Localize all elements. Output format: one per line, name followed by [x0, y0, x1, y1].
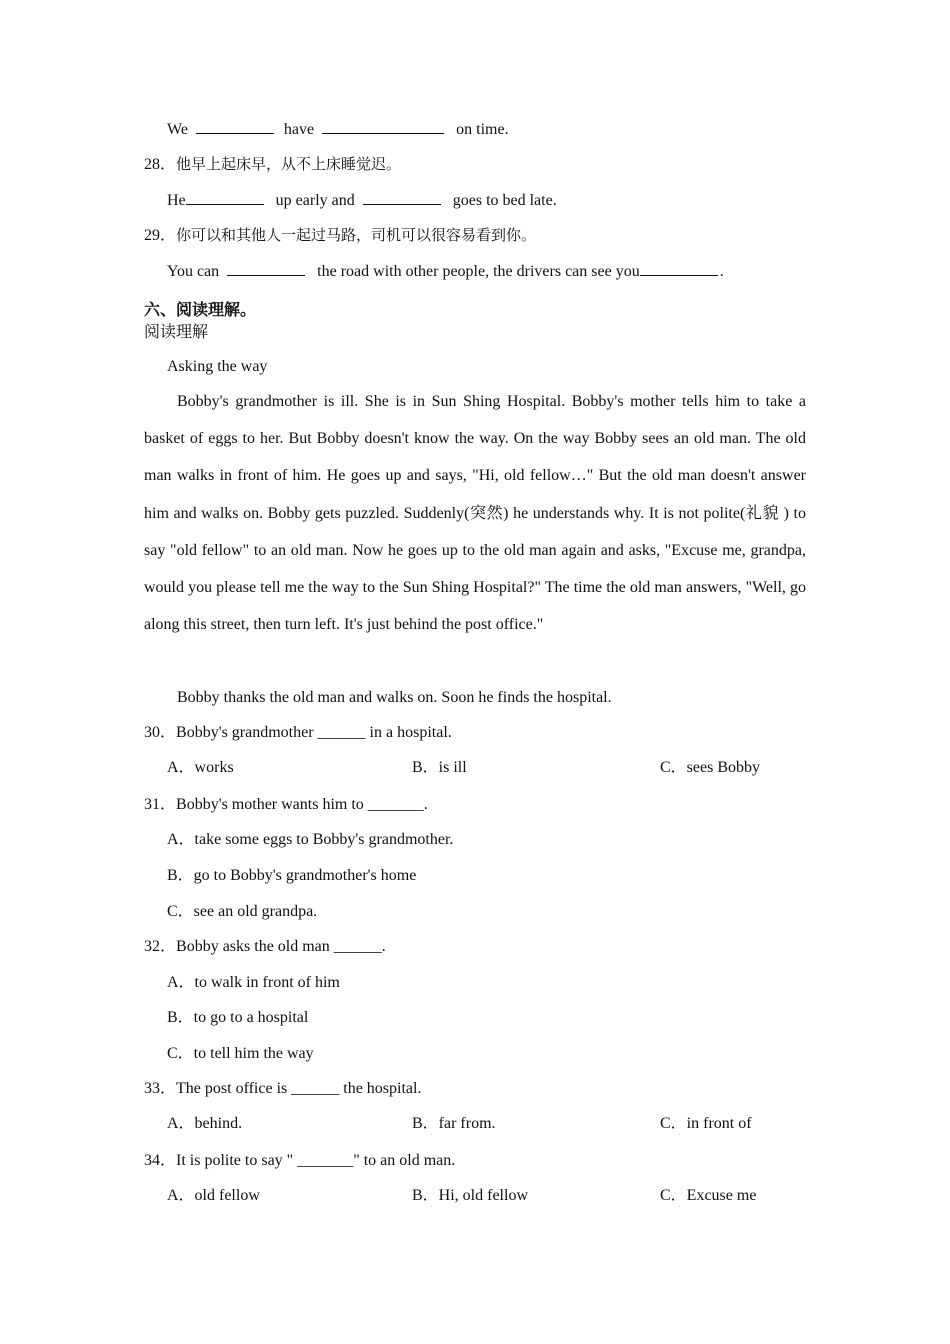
question-stem: Bobby's mother wants him to _______.	[176, 796, 428, 813]
option-b[interactable]: B．go to Bobby's grandmother's home	[167, 867, 417, 884]
option-b[interactable]: B．is ill	[412, 759, 467, 776]
answer-blank[interactable]	[322, 119, 444, 134]
question-31	[144, 795, 428, 815]
question-number: 31．	[144, 796, 177, 813]
option-b[interactable]: B．far from.	[412, 1115, 496, 1132]
q29-word-2: the road with other people, the drivers can see you	[317, 263, 640, 280]
option-a[interactable]: A．take some eggs to Bobby's grandmother.	[167, 831, 454, 848]
option-c[interactable]: C．sees Bobby	[660, 759, 761, 776]
section-subtitle: 阅读理解	[144, 322, 209, 341]
question-33	[144, 1079, 421, 1099]
answer-blank[interactable]	[640, 261, 718, 276]
q28-chinese: 他早上起床早，从不上床睡觉迟。	[176, 155, 402, 173]
q28-number: 28．	[144, 156, 177, 173]
question-stem: The post office is ______ the hospital.	[176, 1080, 422, 1097]
q28-prompt	[144, 154, 401, 175]
q29-word-3: .	[719, 263, 724, 280]
answer-blank[interactable]	[186, 190, 264, 205]
q27-word-2: have	[283, 121, 315, 138]
question-number: 34．	[144, 1152, 177, 1169]
section-heading: 六、阅读理解。	[144, 300, 257, 319]
passage-title: Asking the way	[167, 358, 268, 375]
question-number: 30．	[144, 724, 177, 741]
passage-paragraph-2: Bobby thanks the old man and walks on. Soon he finds the hospital.	[177, 689, 612, 706]
option-c[interactable]: C．to tell him the way	[167, 1045, 314, 1062]
question-32	[144, 937, 386, 957]
option-a[interactable]: A．behind.	[167, 1115, 243, 1132]
question-stem: Bobby asks the old man ______.	[176, 938, 386, 955]
option-a[interactable]: A．works	[167, 759, 234, 776]
question-34	[144, 1151, 455, 1171]
option-b[interactable]: B．to go to a hospital	[167, 1009, 309, 1026]
option-a[interactable]: A．old fellow	[167, 1187, 260, 1204]
q27-word-1: We	[167, 121, 188, 138]
option-c[interactable]: C．in front of	[660, 1115, 752, 1132]
q29-word-1: You can	[167, 263, 220, 280]
q29-chinese: 你可以和其他人一起过马路，司机可以很容易看到你。	[176, 226, 537, 244]
q27-word-3: on time.	[456, 121, 509, 138]
answer-blank[interactable]	[196, 119, 274, 134]
option-c[interactable]: C．see an old grandpa.	[167, 903, 318, 920]
q29-number: 29．	[144, 227, 177, 244]
q29-prompt	[144, 225, 536, 246]
question-number: 32．	[144, 938, 177, 955]
q28-word-1: He	[167, 192, 186, 209]
answer-blank[interactable]	[363, 190, 441, 205]
option-a[interactable]: A．to walk in front of him	[167, 974, 340, 991]
question-number: 33．	[144, 1080, 177, 1097]
q29-answer-line	[167, 261, 724, 282]
question-30	[144, 723, 452, 743]
answer-blank[interactable]	[227, 261, 305, 276]
q28-word-3: goes to bed late.	[452, 192, 557, 209]
q27-answer-line	[167, 119, 509, 140]
q28-answer-line	[167, 190, 557, 211]
question-stem: It is polite to say " _______" to an old man.	[176, 1152, 456, 1169]
option-b[interactable]: B．Hi, old fellow	[412, 1187, 528, 1204]
option-c[interactable]: C．Excuse me	[660, 1187, 757, 1204]
passage-paragraph-1: Bobby's grandmother is ill. She is in Sun Shing Hospital. Bobby's mother tells him to take a basket of eggs to her. But Bobby doesn't know the way. On the way Bobby sees an old man. The old man walks in front of him. He goes up and says, "Hi, old fellow…" But the old man doesn't answer him and walks on. Bobby gets puzzled. Suddenly(突然) he understands why. It is not polite(礼貌 ) to say "old fellow" to an old man. Now he goes up to the old man again and asks, "Excuse me, grandpa, would you please tell me the way to the Sun Shing Hospital?" The time the old man answers, "Well, go along this street, then turn left. It's just behind the post office."	[144, 393, 806, 634]
q28-word-2: up early and	[275, 192, 355, 209]
question-stem: Bobby's grandmother ______ in a hospital.	[176, 724, 452, 741]
